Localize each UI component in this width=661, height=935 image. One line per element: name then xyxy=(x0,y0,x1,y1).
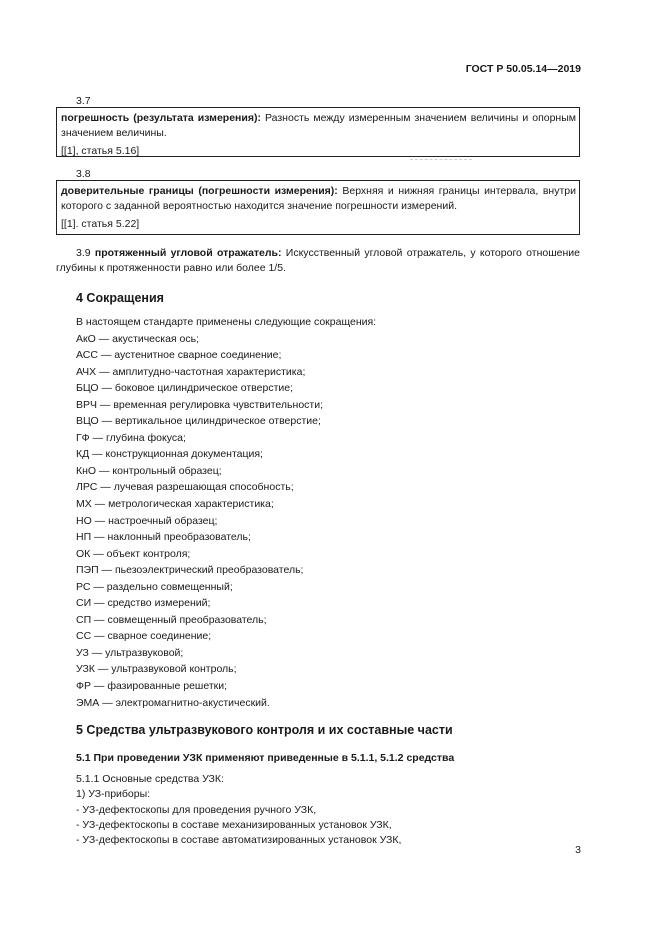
list-item: ОК — объект контроля; xyxy=(76,547,191,560)
term-text xyxy=(61,111,576,141)
page-number: 3 xyxy=(575,844,581,856)
list-item: ЭМА — электромагнитно-акустический. xyxy=(76,696,270,709)
term-number: 3.8 xyxy=(76,168,91,180)
list-item: АкО — акустическая ось; xyxy=(76,332,200,345)
list-item: СИ — средство измерений; xyxy=(76,597,211,610)
term-definition: Разность между измеренным значением величины и опорным значением величины. xyxy=(61,112,577,139)
term-paragraph-3-9 xyxy=(56,246,580,276)
list-item: БЦО — боковое цилиндрическое отверстие; xyxy=(76,382,293,395)
list-item: - УЗ-дефектоскопы в составе автоматизированных установок УЗК, xyxy=(76,834,402,847)
list-item: КД — конструкционная документация; xyxy=(76,448,263,461)
list-item: ВРЧ — временная регулировка чувствительности; xyxy=(76,398,323,411)
section-4-heading: 4 Сокращения xyxy=(76,291,164,305)
list-item: НП — наклонный преобразователь; xyxy=(76,531,251,544)
term-number: 3.7 xyxy=(76,95,91,107)
list-item: УЗ — ультразвуковой; xyxy=(76,646,184,659)
term-text xyxy=(61,184,576,214)
term-definition: Верхняя и нижняя границы интервала, внутри которого с заданной вероятностью находится значение погрешности измерений. xyxy=(61,185,576,212)
list-item: НО — настроечный образец; xyxy=(76,514,218,527)
list-item: ЛРС — лучевая разрешающая способность; xyxy=(76,481,294,494)
abbreviations-list xyxy=(76,314,376,711)
term-box-3-7 xyxy=(56,107,580,157)
list-item: КнО — контрольный образец; xyxy=(76,464,222,477)
list-item: ГФ — глубина фокуса; xyxy=(76,431,186,444)
term-title: доверительные границы (погрешности измерения): xyxy=(61,185,338,197)
list-item: СП — совмещенный преобразователь; xyxy=(76,613,267,626)
term-source: [[1]. статья 5.22] xyxy=(61,218,140,230)
term-title: протяженный угловой отражатель: xyxy=(94,247,282,259)
list-item: ПЭП — пьезоэлектрический преобразователь; xyxy=(76,564,304,577)
document-header-id: ГОСТ Р 50.05.14—2019 xyxy=(465,63,581,75)
list-item: МХ — метрологическая характеристика; xyxy=(76,498,274,511)
list-item: АЧХ — амплитудно-частотная характеристика; xyxy=(76,365,306,378)
list-item: СС — сварное соединение; xyxy=(76,630,212,643)
term-box-3-8 xyxy=(56,180,580,235)
subsection-5-1-heading: 5.1 При проведении УЗК применяют приведенные в 5.1.1, 5.1.2 средства xyxy=(76,752,455,764)
section-5-heading: 5 Средства ультразвукового контроля и их составные части xyxy=(76,723,453,737)
list-item: - УЗ-дефектоскопы в составе механизированных установок УЗК, xyxy=(76,818,392,831)
term-definition: Искусственный угловой отражатель, у которого отношение глубины к протяженности равно или более 1/5. xyxy=(56,247,580,274)
list-item: ФР — фазированные решетки; xyxy=(76,680,228,693)
abbreviations-intro: В настоящем стандарте применены следующие сокращения: xyxy=(76,316,377,328)
list-item: ВЦО — вертикальное цилиндрическое отверстие; xyxy=(76,415,321,428)
term-source: [[1], статья 5.16] xyxy=(61,145,140,157)
list-item: УЗК — ультразвуковой контроль; xyxy=(76,663,237,676)
section-5-body xyxy=(76,772,401,848)
faint-dash-decoration xyxy=(410,159,472,160)
list-item: - УЗ-дефектоскопы для проведения ручного УЗК, xyxy=(76,803,317,816)
list-item: АСС — аустенитное сварное соединение; xyxy=(76,349,282,362)
term-number: 3.9 xyxy=(76,247,91,259)
body-line: 5.1.1 Основные средства УЗК: xyxy=(76,773,224,785)
list-item: РС — раздельно совмещенный; xyxy=(76,580,233,593)
body-line: 1) УЗ-приборы: xyxy=(76,788,151,801)
term-title: погрешность (результата измерения): xyxy=(61,112,261,124)
